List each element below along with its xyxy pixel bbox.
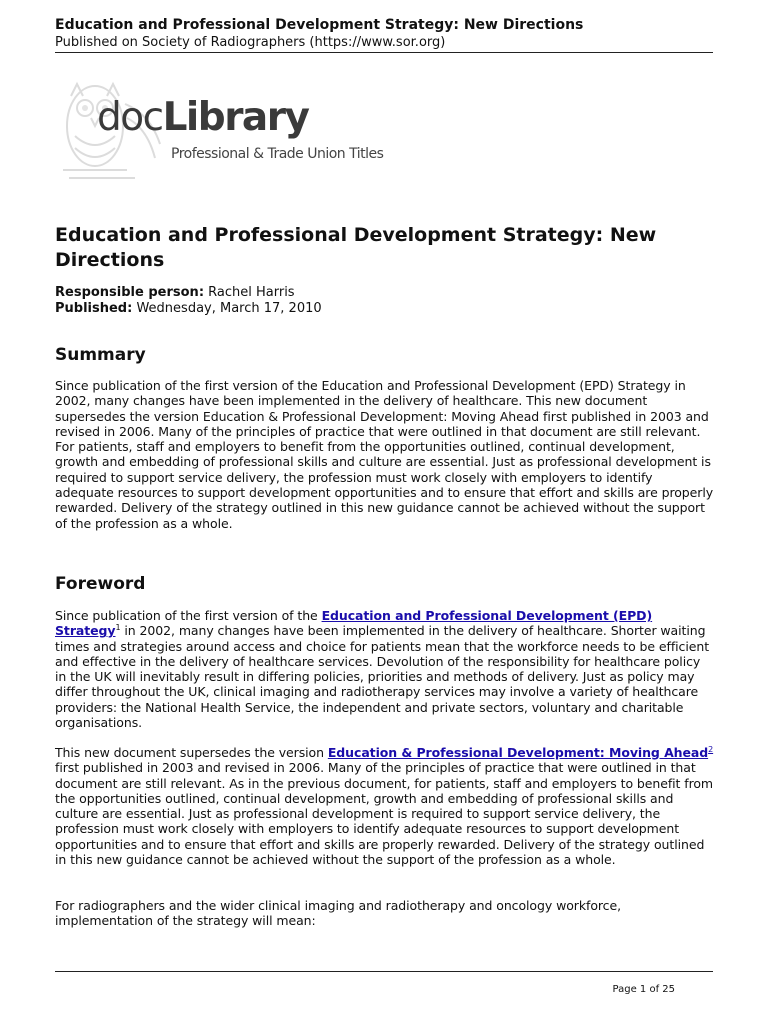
logo-word-light: doc [97, 95, 163, 140]
moving-ahead-link[interactable]: Education & Professional Development: Moving Ahead [327, 745, 709, 760]
foreword-p1-text-before: Since publication of the first version of the [55, 608, 322, 623]
running-header-title: Education and Professional Development Strategy: New Directions [55, 17, 584, 33]
published-value: Wednesday, March 17, 2010 [132, 301, 322, 316]
foreword-paragraph-2 [55, 745, 715, 867]
footer-divider [55, 971, 713, 972]
document-meta [55, 285, 322, 317]
header-divider [55, 52, 713, 53]
summary-heading: Summary [55, 345, 146, 365]
document-title: Education and Professional Development Strategy: New Directions [55, 224, 657, 271]
logo-word-bold: Library [162, 95, 309, 140]
document-page [55, 0, 713, 1024]
logo-wordmark [97, 96, 308, 140]
responsible-person-row [55, 285, 322, 301]
foreword-p2-text-before: This new document supersedes the version [55, 745, 328, 760]
responsible-person-label: Responsible person: [55, 285, 205, 300]
logo-tagline: Professional & Trade Union Titles [171, 146, 384, 162]
running-header-source: Published on Society of Radiographers (https://www.sor.org) [55, 35, 446, 50]
epd-strategy-link[interactable]: Education and Professional Development (EPD) Strategy [55, 608, 653, 639]
foreword-p1-text-after: in 2002, many changes have been implemented in the delivery of healthcare. Shorter waiting times and strategies around access and choice for patients mean that the workforce needs to be efficient and effective in the delivery of healthcare services. Devolution of the responsibility for healthcare policy in the UK will inevitably result in differing policies, priorities and methods of delivery. Just as policy may differ throughout the UK, clinical imaging and radiotherapy services may involve a variety of healthcare providers: the National Health Service, the independent and private sectors, voluntary and charitable organisations. [55, 623, 710, 731]
foreword-paragraph-3: For radiographers and the wider clinical imaging and radiotherapy and oncology workforce, implementation of the strategy will mean: [55, 898, 621, 929]
published-row [55, 301, 322, 317]
responsible-person-value: Rachel Harris [204, 285, 295, 300]
summary-paragraph: Since publication of the first version of the Education and Professional Development (EPD) Strategy in 2002, many changes have been implemented in the delivery of healthcare. This new document supersedes the version Education & Professional Development: Moving Ahead first published in 2003 and revised in 2006. Many of the principles of practice that were outlined in that document are still relevant. For patients, staff and employers to benefit from the opportunities outlined, continual development, growth and embedding of professional skills and culture are essential. Just as professional development is required to support service delivery, the profession must work closely with employers to identify adequate resources to support development opportunities and to ensure that effort and skills are properly rewarded. Delivery of the strategy outlined in this new guidance cannot be achieved without the support of the profession as a whole. [55, 378, 714, 531]
page-number: Page 1 of 25 [612, 984, 675, 995]
footnote-ref-2[interactable]: 2 [708, 744, 714, 754]
foreword-paragraph-1 [55, 608, 715, 730]
doclibrary-logo [55, 74, 415, 194]
footnote-ref-1[interactable]: 1 [115, 623, 121, 633]
published-label: Published: [55, 301, 133, 316]
foreword-heading: Foreword [55, 574, 146, 594]
running-header [55, 16, 713, 51]
foreword-p2-text-after: first published in 2003 and revised in 2006. Many of the principles of practice that were outlined in that document are still relevant. As in the previous document, for patients, staff and employers to benefit from the opportunities outlined, continual development, growth and embedding of professional skills and culture are essential. Just as professional development is required to support service delivery, the profession must work closely with employers to identify adequate resources to support development opportunities and to ensure that effort and skills are properly rewarded. Delivery of the strategy outlined in this new guidance cannot be achieved without the support of the profession as a whole. [55, 760, 714, 868]
